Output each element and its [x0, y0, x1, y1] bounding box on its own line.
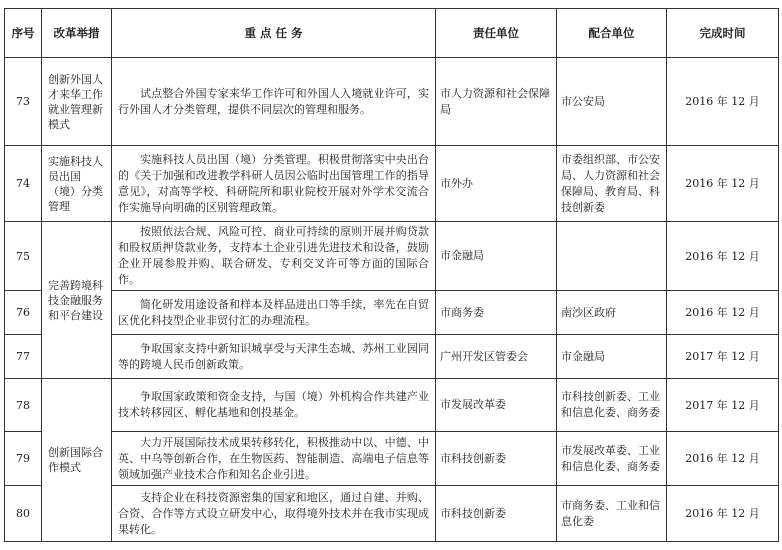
- key-task: [112, 146, 436, 222]
- completion-time: 2017 年 12 月: [667, 335, 779, 379]
- header-time: 完成时间: [667, 9, 779, 58]
- responsible-unit: 市科技创新委: [436, 486, 557, 542]
- key-task-text: 大力开展国际技术成果转移转化，积极推动中以、中德、中英、中乌等创新合作，在生物医药、智能制造、高端电子信息等领域加强产业技术合作和知名企业引进。: [118, 435, 429, 481]
- reform-measure: 创新外国人才来华工作就业管理新模式: [42, 58, 112, 146]
- key-task: [112, 222, 436, 291]
- responsible-unit: 市商务委: [436, 291, 557, 335]
- key-task-text: 试点整合外国专家来华工作许可和外国人入境就业许可，实行外国人才分类管理，提供不同层次的管理和服务。: [118, 86, 429, 116]
- header-cooperate: 配合单位: [557, 9, 667, 58]
- completion-time: 2016 年 12 月: [667, 222, 779, 291]
- header-responsible: 责任单位: [436, 9, 557, 58]
- key-task: [112, 58, 436, 146]
- row-number: 73: [5, 58, 42, 146]
- row-number: 77: [5, 335, 42, 379]
- key-task-text: 实施科技人员出国（境）分类管理。积极贯彻落实中央出台的《关于加强和改进教学科研人员因公临时出国管理工作的指导意见》，对高等学校、科研院所和职业院校开展对外学术交流合作实施导向明确的区别管理政策。: [118, 152, 429, 214]
- cooperating-unit: 市科技创新委、工业和信息化委、商务委: [557, 379, 667, 432]
- key-task: [112, 486, 436, 542]
- reform-task-table: [4, 8, 779, 542]
- reform-measure: 完善跨境科技金融服务和平台建设: [42, 222, 112, 379]
- key-task-text: 支持企业在科技资源密集的国家和地区，通过自建、并购、合资、合作等方式设立研发中心，取得境外技术并在我市实现成果转化。: [118, 490, 429, 536]
- header-measure: 改革举措: [42, 9, 112, 58]
- cooperating-unit: [557, 222, 667, 291]
- completion-time: 2017 年 12 月: [667, 379, 779, 432]
- row-number: 80: [5, 486, 42, 542]
- header-row: [5, 9, 779, 58]
- key-task-text: 简化研发用途设备和样本及样品进出口等手续，率先在自贸区优化科技型企业非贸付汇的办理流程。: [118, 297, 429, 327]
- table-row: [5, 335, 779, 379]
- row-number: 76: [5, 291, 42, 335]
- key-task-text: 按照依法合规、风险可控、商业可持续的原则开展并购贷款和股权质押贷款业务，支持本土企业引进先进技术和设备，鼓励企业开展参股并购、联合研发、专利交叉许可等方面的国际合作。: [118, 225, 429, 286]
- key-task: [112, 291, 436, 335]
- reform-measure: 实施科技人员出国（境）分类管理: [42, 146, 112, 222]
- cooperating-unit: 市委组织部、市公安局、人力资源和社会保障局、教育局、科技创新委: [557, 146, 667, 222]
- row-number: 78: [5, 379, 42, 432]
- responsible-unit: 市科技创新委: [436, 432, 557, 486]
- key-task: [112, 379, 436, 432]
- responsible-unit: 市发展改革委: [436, 379, 557, 432]
- completion-time: 2016 年 12 月: [667, 58, 779, 146]
- key-task-text: 争取国家政策和资金支持，与国（境）外机构合作共建产业技术转移园区、孵化基地和创投基金。: [118, 390, 429, 419]
- cooperating-unit: 市发展改革委、工业和信息化委、商务委: [557, 432, 667, 486]
- responsible-unit: 市金融局: [436, 222, 557, 291]
- table-row: [5, 486, 779, 542]
- table-row: [5, 58, 779, 146]
- key-task-text: 争取国家支持中新知识城享受与天津生态城、苏州工业园同等的跨境人民币创新政策。: [118, 341, 429, 371]
- header-no: 序号: [5, 9, 42, 58]
- cooperating-unit: 市金融局: [557, 335, 667, 379]
- table-row: [5, 146, 779, 222]
- key-task: [112, 335, 436, 379]
- header-task: 重 点 任 务: [112, 9, 436, 58]
- responsible-unit: 市外办: [436, 146, 557, 222]
- key-task: [112, 432, 436, 486]
- row-number: 74: [5, 146, 42, 222]
- table-row: [5, 222, 779, 291]
- row-number: 75: [5, 222, 42, 291]
- table-row: [5, 432, 779, 486]
- table-row: [5, 379, 779, 432]
- row-number: 79: [5, 432, 42, 486]
- completion-time: 2016 年 12 月: [667, 432, 779, 486]
- reform-measure: 创新国际合作模式: [42, 379, 112, 542]
- table-row: [5, 291, 779, 335]
- completion-time: 2016 年 12 月: [667, 146, 779, 222]
- completion-time: 2016 年 12 月: [667, 486, 779, 542]
- responsible-unit: 广州开发区管委会: [436, 335, 557, 379]
- completion-time: 2016 年 12 月: [667, 291, 779, 335]
- cooperating-unit: 市商务委、工业和信息化委: [557, 486, 667, 542]
- cooperating-unit: 市公安局: [557, 58, 667, 146]
- cooperating-unit: 南沙区政府: [557, 291, 667, 335]
- responsible-unit: 市人力资源和社会保障局: [436, 58, 557, 146]
